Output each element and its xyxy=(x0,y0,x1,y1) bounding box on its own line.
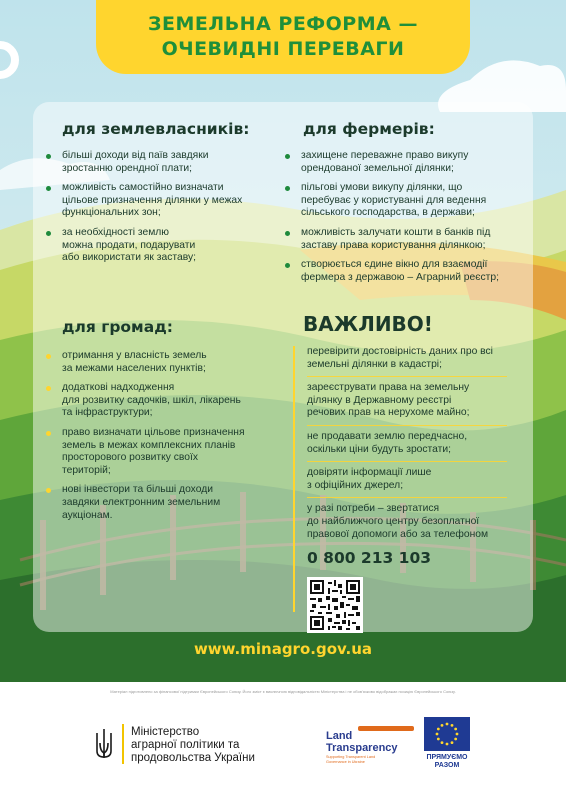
ministry-name-line: аграрної політики та xyxy=(131,739,240,752)
communities-heading: для громад: xyxy=(62,318,173,336)
landowners-list xyxy=(46,150,242,272)
list-item-line: цільове призначення ділянки у межах xyxy=(62,194,243,206)
eu-star-icon xyxy=(446,743,449,746)
communities-list xyxy=(46,350,245,529)
bullet-icon xyxy=(285,231,290,236)
important-item-line: до найближчого центру безоплатної xyxy=(307,515,480,527)
list-item xyxy=(285,182,499,220)
list-item-line: додаткові надходження xyxy=(62,382,175,394)
ministry-name xyxy=(131,726,255,766)
ministry-name-line: продовольства України xyxy=(131,752,255,765)
list-item xyxy=(285,259,499,284)
eu-star-icon xyxy=(441,724,444,727)
list-item-line: заставу права користування ділянкою; xyxy=(301,239,486,251)
important-list xyxy=(293,346,529,612)
list-item-line: за межами населених пунктів; xyxy=(62,362,206,374)
bullet-icon xyxy=(46,186,51,191)
eu-star-icon xyxy=(454,738,457,741)
list-item-line: пільгові умови викупу ділянки, що xyxy=(301,182,463,194)
list-item-line: аукціонам. xyxy=(62,509,113,521)
list-item-line: можна продати, подарувати xyxy=(62,239,196,251)
farmers-list xyxy=(285,150,499,291)
title-line-2: ОЧЕВИДНІ ПЕРЕВАГИ xyxy=(161,38,405,60)
eu-star-icon xyxy=(436,733,439,736)
list-item-line: сільського господарства, в держави; xyxy=(301,207,475,219)
important-item-line: довіряти інформації лише xyxy=(307,467,432,479)
list-item xyxy=(285,150,499,175)
list-item-line: нові інвестори та більші доходи xyxy=(62,484,213,496)
lt-name-line: Land xyxy=(326,730,353,742)
divider xyxy=(307,425,507,426)
eu-star-icon xyxy=(446,723,449,726)
ministry-name-line: Міністерство xyxy=(131,726,200,738)
divider xyxy=(307,497,507,498)
bullet-icon xyxy=(46,231,51,236)
bullet-icon xyxy=(46,154,51,159)
lt-name xyxy=(326,730,398,754)
list-item-line: та інфраструктури; xyxy=(62,407,153,419)
lt-name-line: Transparency xyxy=(326,742,398,754)
important-item-line: ділянку в Державному реєстрі xyxy=(307,394,452,406)
bullet-icon xyxy=(46,386,51,391)
list-item xyxy=(46,227,242,265)
important-heading: ВАЖЛИВО! xyxy=(303,312,433,336)
landowners-heading: для землевласників: xyxy=(62,120,250,138)
important-item-line: правової допомоги або за телефоном xyxy=(307,528,489,540)
eu-star-icon xyxy=(451,724,454,727)
important-item-line: земельні ділянки в кадастрі; xyxy=(307,358,442,370)
eu-star-icon xyxy=(454,728,457,731)
list-item-line: для розвитку садочків, шкіл, лікарень xyxy=(62,394,241,406)
eu-star-icon xyxy=(437,738,440,741)
ukraine-trident-icon xyxy=(95,727,113,761)
important-item-line: з офіційних джерел; xyxy=(307,479,404,491)
list-item-line: право визначати цільове призначення xyxy=(62,426,245,438)
list-item xyxy=(46,484,245,522)
list-item xyxy=(46,427,245,477)
bullet-icon xyxy=(46,354,51,359)
eu-caption-line: РАЗОМ xyxy=(434,762,460,769)
list-item xyxy=(46,350,245,375)
lt-tagline-line: Supporting Transparent Land xyxy=(326,755,376,759)
list-item-line: перебуває у користуванні для ведення xyxy=(301,194,487,206)
list-item-line: функціональних зон; xyxy=(62,207,161,219)
important-item-line: перевірити достовірність даних про всі xyxy=(307,346,493,357)
list-item-line: більші доходи від паїв завдяки xyxy=(62,150,209,161)
important-item xyxy=(307,467,529,492)
list-item-line: зростанню орендної плати; xyxy=(62,162,193,174)
qr-code-icon[interactable] xyxy=(307,577,363,633)
content-panel xyxy=(33,102,533,632)
disclaimer-text: Матеріал підготовлено за фінансової підтримки Європейського Союзу. Його зміст є виключною відповідальністю Міністерства і не обов'язково відображає позицію Європейського Союзу. xyxy=(110,689,456,694)
list-item-line: можливість самостійно визначати xyxy=(62,182,224,194)
list-item-line: орендованої земельної ділянки; xyxy=(301,162,454,174)
eu-flag-icon xyxy=(424,717,470,751)
title-banner xyxy=(96,0,470,74)
bullet-icon xyxy=(285,263,290,268)
important-item xyxy=(307,346,529,371)
list-item-line: створюється єдине вікно для взаємодії xyxy=(301,259,488,271)
important-item xyxy=(307,382,529,420)
eu-star-icon xyxy=(437,728,440,731)
list-item xyxy=(285,227,499,252)
lt-tagline-line: Governance in Ukraine xyxy=(326,759,365,764)
eu-caption-line: ПРЯМУЄМО xyxy=(426,754,468,761)
important-item-line: у разі потреби – звертатися xyxy=(307,503,440,515)
list-item xyxy=(46,182,242,220)
important-item-line: не продавати землю передчасно, xyxy=(307,430,468,442)
eu-caption xyxy=(416,754,478,770)
bullet-icon xyxy=(285,186,290,191)
list-item xyxy=(46,150,242,175)
list-item-line: або використати як заставу; xyxy=(62,252,196,264)
divider xyxy=(307,376,507,377)
list-item-line: отримання у власність земель xyxy=(62,350,207,361)
eu-star-icon xyxy=(456,733,459,736)
bullet-icon xyxy=(285,154,290,159)
website-link[interactable]: www.minagro.gov.ua xyxy=(193,640,373,658)
important-item-line: оскільки ціни будуть зростати; xyxy=(307,443,451,455)
hotline-phone[interactable]: 0 800 213 103 xyxy=(307,549,432,568)
important-item xyxy=(307,503,529,541)
title-line-1: ЗЕМЕЛЬНА РЕФОРМА — xyxy=(148,13,418,35)
important-item xyxy=(307,431,529,456)
eu-star-icon xyxy=(441,741,444,744)
divider xyxy=(307,461,507,462)
list-item xyxy=(46,382,245,420)
land-transparency-logo xyxy=(326,726,418,768)
list-item-line: можливість залучати кошти в банків під xyxy=(301,226,491,238)
list-item-line: територій; xyxy=(62,464,111,476)
lt-tagline xyxy=(326,755,375,764)
eu-star-icon xyxy=(451,741,454,744)
list-item-line: завдяки електронним земельним xyxy=(62,496,221,508)
list-item-line: фермера з державою – Аграрний реєстр; xyxy=(301,271,499,283)
important-item-line: зареєструвати права на земельну xyxy=(307,382,470,394)
list-item-line: захищене переважне право викупу xyxy=(301,150,469,161)
bullet-icon xyxy=(46,431,51,436)
ministry-divider xyxy=(122,724,124,764)
list-item-line: за необхідності землю xyxy=(62,226,170,238)
list-item-line: просторового розвитку своїх xyxy=(62,452,199,464)
farmers-heading: для фермерів: xyxy=(303,120,435,138)
list-item-line: земель в межах комплексних планів xyxy=(62,439,236,451)
important-item-line: речових прав на нерухоме майно; xyxy=(307,407,470,419)
bullet-icon xyxy=(46,488,51,493)
